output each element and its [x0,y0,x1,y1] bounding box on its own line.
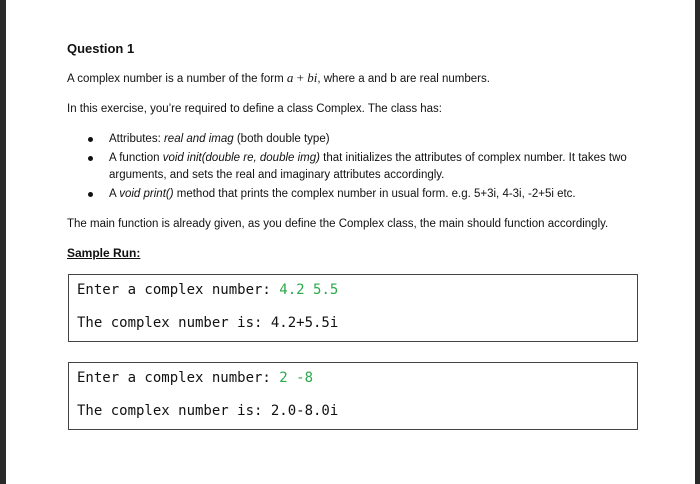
bullet-italic: void init(double re, double img) [162,152,320,164]
bullet-dot-icon [88,192,93,197]
bullet-item-init [88,150,648,184]
bullet-prefix: Attributes: [109,133,164,145]
intro-before: A complex number is a number of the form [67,73,287,85]
bullet-suffix: that initializes the attributes of complex number. It takes two arguments, and sets the real and imaginary attributes accordingly. [109,152,627,181]
user-input: 2 -8 [279,370,314,386]
bullet-prefix: A function [109,152,163,164]
left-dark-edge [0,0,6,484]
bullet-suffix: (both double type) [233,133,330,145]
user-input: 4.2 5.5 [279,282,339,298]
intro-after: , where a and b are real numbers. [317,73,490,85]
bullet-dot-icon [88,156,93,161]
intro-paragraph [67,70,490,87]
bullet-italic: real and imag [163,133,234,145]
prompt-text: Enter a complex number: [77,370,280,386]
sample-run-box-1 [68,274,638,342]
question-heading: Question 1 [67,41,135,56]
prompt-line [77,282,338,298]
bullet-suffix: method that prints the complex number in usual form. e.g. 5+3i, 4-3i, -2+5i etc. [173,188,576,200]
sample-run-box-2 [68,362,638,430]
prompt-line [77,370,313,386]
math-bi: bi [307,70,318,85]
bullet-item-attributes [88,131,648,148]
right-dark-edge [695,0,700,484]
bullet-list [88,131,648,205]
math-plus: + [293,70,308,85]
bullet-italic: void print() [119,188,174,200]
task-paragraph: In this exercise, you’re required to define a class Complex. The class has: [67,103,442,115]
math-a: a [286,70,294,85]
output-line: The complex number is: 2.0-8.0i [77,403,339,419]
main-note: The main function is already given, as you define the Complex class, the main should function accordingly. [67,218,609,230]
output-line: The complex number is: 4.2+5.5i [77,315,339,331]
bullet-dot-icon [88,137,93,142]
bullet-item-print [88,186,648,203]
sample-run-label: Sample Run: [67,246,141,260]
prompt-text: Enter a complex number: [77,282,280,298]
bullet-prefix: A [109,188,120,200]
